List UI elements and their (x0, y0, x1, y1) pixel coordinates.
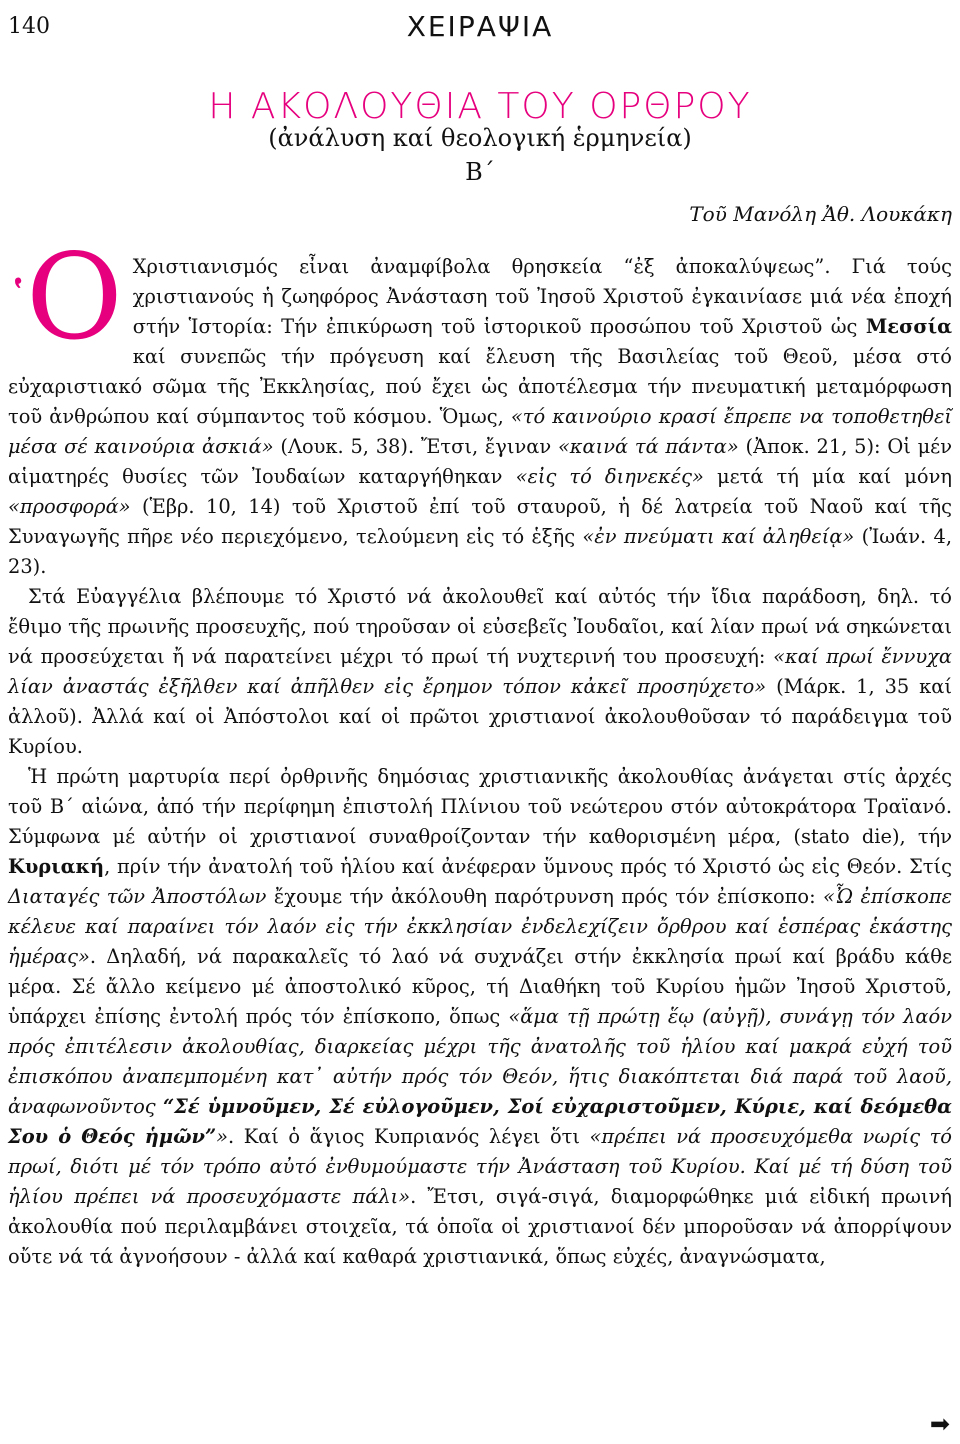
text-segment: «Ὦ ἐπίσκοπε κέλευε καί παραίνει τόν λαόν εἰς τήν ἐκκλησίαν ἐνδελεχίζειν ὄρθρου καί ἑσπέρας ἑκάστης ἡμέρας» (8, 885, 952, 968)
text-segment: (Ἰωάν. 4, 23). (8, 525, 952, 578)
text-segment: “Σέ ὑμνοῦμεν, Σέ εὐλογοῦμεν, Σοί εὐχαριστοῦμεν, Κύριε, καί δεόμεθα Σου ὁ Θεός ἡμῶν” (8, 1095, 952, 1148)
text-segment: «τό καινούριο κρασί ἔπρεπε να τοποθετηθεῖ μέσα σέ καινούρια ἀσκιά» (8, 405, 952, 458)
text-segment: . Δηλαδή, νά παρακαλεῖς τό λαό νά συχνάζει στήν ἐκκλησία πρωί καί βράδυ κάθε μέρα. Σέ ἄλλο κείμενο μέ ἀποστολικό κῦρος, τή Διαθήκη τοῦ Κυρίου ἡμῶν Ἰησοῦ Χριστοῦ, ὑπάρχει ἐπίσης ἐντολή πρός τόν ἐπίσκοπο, ὅπως (8, 945, 952, 1028)
paragraph-3 (8, 762, 952, 1272)
paragraph-2 (8, 582, 952, 762)
text-segment: (Ἀποκ. 21, 5): Οἱ μέν αἱματηρές θυσίες τῶν Ἰουδαίων καταργήθηκαν (8, 435, 953, 488)
text-segment: . Καί ὁ ἅγιος Κυπριανός λέγει ὅτι (228, 1125, 590, 1148)
text-segment: μετά τή μία καί μόνη (703, 465, 952, 488)
text-segment: «προσφορά» (8, 495, 131, 518)
text-segment: (Ἑβρ. 10, 14) τοῦ Χριστοῦ ἐπί τοῦ σταυροῦ, ἡ δέ λατρεία τοῦ Ναοῦ καί τῆς Συναγωγῆς πῆρε νέο περιεχόμενο, τελούμενη εἰς τό ἑξῆς (8, 495, 952, 548)
text-segment: Διαταγές τῶν Ἀποστόλων (8, 885, 267, 908)
page-number: 140 (8, 14, 50, 39)
text-segment: , πρίν τήν ἀνατολή τοῦ ἡλίου καί ἀνέφεραν ὕμνους πρός τό Χριστό ὡς εἰς Θεόν. Στίς (104, 855, 952, 878)
text-segment: Χριστιανισμός εἶναι ἀναμφίβολα θρησκεία “ἐξ ἀποκαλύψεως”. Γιά τούς χριστιανούς ἡ ζωηφόρος Ἀνάσταση τοῦ Ἰησοῦ Χριστοῦ ἐγκαινίασε μιά νέα ἐποχή στήν Ἱστορία: Τήν ἐπικύρωση τοῦ ἱστορικοῦ προσώπου τοῦ Χριστοῦ ὡς (132, 255, 952, 338)
text-segment: (Λουκ. 5, 38). Ἔτσι, ἔγιναν (273, 435, 558, 458)
text-segment: Κυριακή (8, 855, 105, 878)
text-segment: . Ἔτσι, σιγά-σιγά, διαμορφώθηκε μιά εἰδική πρωινή ἀκολουθία πού περιλαμβάνει στοιχεῖα, τά ὁποῖα οἱ χριστιανοί δέν μποροῦσαν νά ἀπορρίψουν οὔτε νά τά ἀγνοήσουν - ἀλλά καί καθαρά χριστιανικά, ὅπως εὐχές, ἀναγνώσματα, (8, 1185, 952, 1268)
text-segment: » (216, 1125, 229, 1148)
text-segment: (Μάρκ. 1, 35 καί ἀλλοῦ). Ἀλλά καί οἱ Ἀπόστολοι καί οἱ πρῶτοι χριστιανοί ἀκολουθοῦσαν τό παράδειγμα τοῦ Κυρίου. (8, 675, 952, 758)
article-body (6, 228, 953, 1272)
drop-cap (6, 228, 133, 366)
running-head: ΧΕΙΡΑΨΙΑ (406, 10, 554, 43)
text-segment: Ἡ πρώτη μαρτυρία περί ὀρθρινῆς δημόσιας χριστιανικῆς ἀκολουθίας ἀνάγεται στίς ἀρχές τοῦ Β΄ αἰώνα, ἀπό τήν περίφημη ἐπιστολή Πλίνιου τοῦ νεώτερου στόν αὐτοκράτορα Τραϊανό. Σύμφωνα μέ αὐτήν οἱ χριστιανοί συναθροίζονταν τήν καθορισμένη μέρα, (stato die), τήν (8, 765, 952, 848)
text-segment: «εἰς τό διηνεκές» (515, 465, 704, 488)
text-segment: Στά Εὐαγγέλια βλέπουμε τό Χριστό νά ἀκολουθεῖ καί αὐτός τήν ἴδια παράδοση, δηλ. τό ἔθιμο τῆς πρωινῆς προσευχῆς, πού τηροῦσαν οἱ εὐσεβεῖς Ἰουδαῖοι, καί λίαν πρωί νά σηκώνεται νά προσεύχεται ἤ νά παρατείνει μέχρι τό πρωί τή νυχτερινή του προσευχή: (8, 585, 952, 668)
text-segment: Μεσσία (865, 315, 952, 338)
text-segment: «ἐν πνεύματι καί ἀληθείᾳ» (582, 525, 855, 548)
article-subtitle: (ἀνάλυση καί θεολογική ἑρμηνεία) (268, 124, 692, 152)
drop-cap-accent: ῾ (6, 273, 30, 329)
text-segment: «καινά τά πάντα» (557, 435, 739, 458)
article-part: Β΄ (465, 158, 495, 186)
paragraph-1 (6, 228, 953, 582)
text-segment: «ἅμα τῇ πρώτῃ ἕῳ (αὐγῇ), συνάγῃ τόν λαόν πρός ἐπιτέλεσιν ἀκολουθίας, διαρκείας μέχρι τῆς ἀνατολῆς τοῦ ἡλίου καί μακρά εὐχή τοῦ ἐπισκόπου ἀναπεμπομένη κατ᾽ αὐτήν πρός τόν Θεόν, ἥτις διακόπτεται διά παρά τοῦ λαοῦ, ἀναφωνοῦντος (8, 1005, 952, 1118)
text-segment: καί συνεπῶς τήν πρόγευση καί ἔλευση τῆς Βασιλείας τοῦ Θεοῦ, μέσα στό εὐχαριστιακό σῶμα τῆς Ἐκκλησίας, πού ἔχει ὡς ἀποτέλεσμα τήν πνευματική μεταμόρφωση τοῦ ἀνθρώπου καί σύμπαντος τοῦ κόσμου. Ὅμως, (8, 345, 952, 428)
continuation-arrow-icon: ➡ (929, 1410, 950, 1438)
drop-cap-letter: Ο (26, 228, 123, 366)
text-segment: ἔχουμε τήν ἀκόλουθη παρότρυνση πρός τόν ἐπίσκοπο: (266, 885, 824, 908)
article-author: Τοῦ Μανόλη Ἀθ. Λουκάκη (689, 202, 952, 226)
text-segment: «πρέπει νά προσευχόμεθα νωρίς τό πρωί, διότι μέ τόν τρόπο αὐτό ἐνθυμούμαστε τήν Ἀνάσταση τοῦ Κυρίου. Καί μέ τή δύση τοῦ ἡλίου πρέπει νά προσευχόμαστε πάλι» (8, 1125, 952, 1208)
article-title: Η ΑΚΟΛΟΥΘΙΑ ΤΟΥ ΟΡΘΡΟΥ (208, 86, 752, 127)
text-segment: «καί πρωί ἔννυχα λίαν ἀναστάς ἐξῆλθεν καί ἀπῆλθεν εἰς ἔρημον τόπον κἀκεῖ προσηύχετο» (8, 645, 952, 698)
